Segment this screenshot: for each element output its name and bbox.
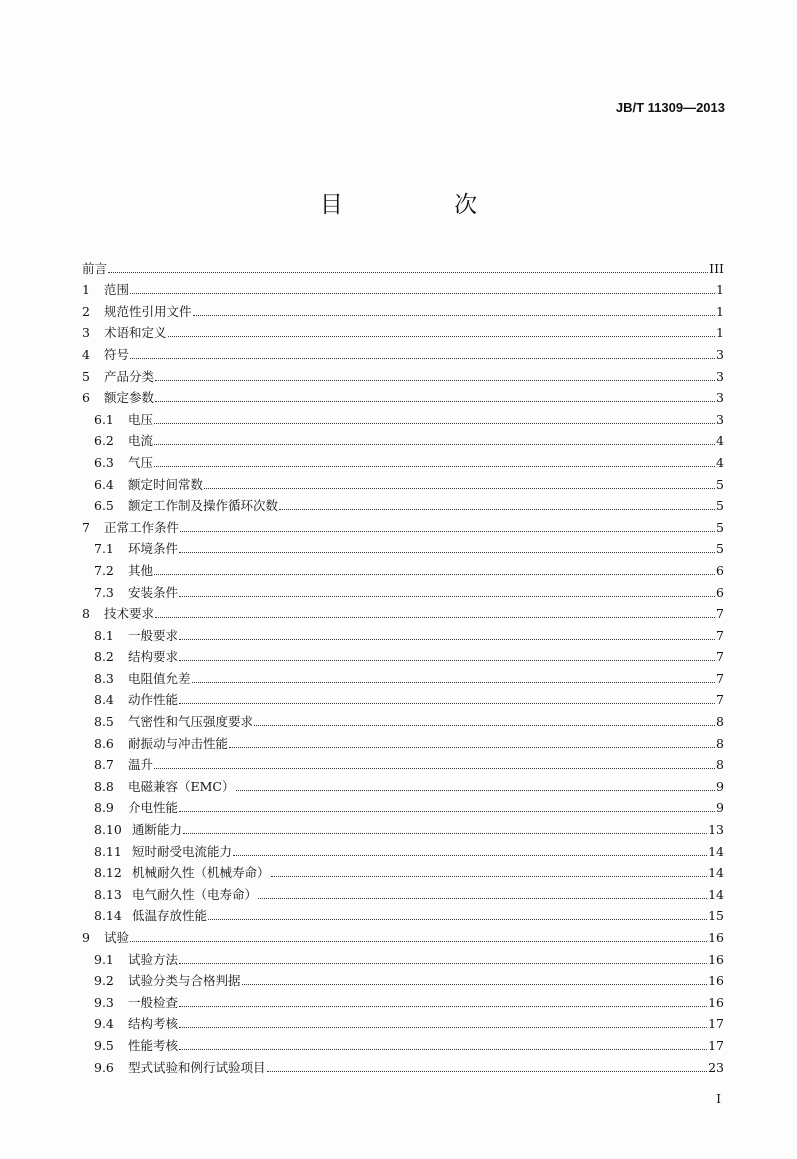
toc-leader-dots: [233, 854, 707, 856]
toc-entry-number: 7: [82, 519, 90, 535]
toc-leader-dots: [108, 271, 708, 273]
toc-entry-page: 1: [716, 325, 724, 341]
toc-entry-number: 6.3: [94, 454, 114, 470]
toc-entry-label: 试验: [104, 930, 130, 945]
toc-entry-page: 3: [716, 411, 724, 427]
toc-entry[interactable]: [82, 427, 724, 449]
toc-entry-label: 一般检查: [128, 994, 179, 1010]
page-title: 目 次: [319, 192, 530, 218]
toc-entry-page: 3: [716, 390, 724, 406]
toc-entry-number: 9.3: [94, 994, 114, 1010]
toc-entry-page: 7: [716, 692, 724, 708]
toc-entry-number: 5: [82, 368, 90, 384]
toc-entry[interactable]: [82, 556, 724, 578]
toc-leader-dots: [208, 918, 707, 920]
toc-entry-page: 14: [708, 865, 724, 881]
toc-entry[interactable]: [82, 707, 724, 729]
toc-leader-dots: [279, 508, 715, 510]
toc-entry[interactable]: [82, 794, 724, 816]
toc-entry-label: 低温存放性能: [132, 908, 208, 924]
toc-entry-label: 通断能力: [132, 822, 183, 838]
toc-entry[interactable]: [82, 276, 724, 298]
toc-entry-label: 性能考核: [128, 1037, 179, 1053]
toc-leader-dots: [254, 724, 715, 726]
toc-leader-dots: [179, 638, 715, 640]
toc-entry-label: 机械耐久性（机械寿命）: [132, 865, 270, 881]
toc-entry-number: 1: [82, 282, 90, 298]
toc-entry-page: 3: [716, 368, 724, 384]
toc-entry-number: 8.2: [94, 649, 114, 665]
toc-entry-number: 6.5: [94, 498, 114, 514]
toc-entry-label: 正常工作条件: [104, 519, 180, 535]
toc-entry-page: 8: [716, 735, 724, 751]
toc-entry-number: 8.8: [94, 778, 114, 794]
toc-entry-page: 6: [716, 562, 724, 578]
toc-entry-label: 温升: [128, 757, 154, 773]
toc-entry-number: 6.2: [94, 433, 114, 449]
toc-entry-number: 9.4: [94, 1016, 114, 1032]
toc-leader-dots: [204, 487, 715, 489]
toc-entry-page: 23: [708, 1059, 724, 1075]
toc-leader-dots: [192, 681, 715, 683]
toc-leader-dots: [179, 1048, 707, 1050]
toc-leader-dots: [236, 789, 716, 791]
toc-entry-page: 6: [716, 584, 724, 600]
toc-entry-number: 6.4: [94, 476, 114, 492]
toc-entry-label: 额定工作制及操作循环次数: [128, 498, 279, 514]
toc-entry[interactable]: [82, 448, 724, 470]
toc-entry-page: 7: [716, 627, 724, 643]
toc-leader-dots: [267, 1070, 708, 1072]
toc-leader-dots: [179, 810, 715, 812]
toc-entry-page: 7: [716, 606, 724, 622]
toc-entry-number: 8: [82, 606, 90, 622]
toc-entry-label: 术语和定义: [104, 325, 167, 341]
toc-leader-dots: [155, 616, 715, 618]
toc-entry-number: 8.6: [94, 735, 114, 751]
toc-entry-number: 8.9: [94, 800, 114, 816]
toc-entry[interactable]: [82, 340, 724, 362]
standard-number: JB/T 11309—2013: [615, 100, 725, 115]
toc-entry[interactable]: [82, 751, 724, 773]
toc-entry-number: 7.1: [94, 541, 114, 557]
toc-entry-label: 动作性能: [128, 692, 179, 708]
toc-entry[interactable]: [82, 643, 724, 665]
toc-entry[interactable]: [82, 923, 724, 945]
toc-entry-label: 符号: [104, 346, 130, 362]
toc-entry[interactable]: [82, 772, 724, 794]
toc-entry-label: 一般要求: [128, 627, 179, 643]
toc-entry[interactable]: [82, 988, 724, 1010]
toc-leader-dots: [179, 962, 707, 964]
toc-leader-dots: [155, 400, 715, 402]
toc-entry[interactable]: [82, 470, 724, 492]
toc-entry-number: 8.7: [94, 757, 114, 773]
toc-entry[interactable]: [82, 578, 724, 600]
toc-entry-page: 15: [708, 908, 724, 924]
toc-entry-number: 8.12: [94, 865, 122, 881]
toc-leader-dots: [179, 659, 715, 661]
toc-entry-number: 3: [82, 325, 90, 341]
toc-entry-number: 9.1: [94, 951, 114, 967]
toc-entry-page: 4: [716, 454, 724, 470]
toc-entry-page: 5: [716, 498, 724, 514]
toc-entry-page: 14: [708, 886, 724, 902]
toc-entry-number: 9.5: [94, 1037, 114, 1053]
toc-entry-page: 16: [708, 930, 724, 945]
toc-leader-dots: [130, 292, 715, 294]
toc-leader-dots: [179, 595, 715, 597]
toc-entry[interactable]: [82, 319, 724, 341]
toc-entry-page: 3: [716, 346, 724, 362]
toc-entry-label: 额定参数: [104, 390, 155, 406]
toc-leader-dots: [183, 832, 707, 834]
toc-entry-page: 17: [708, 1037, 724, 1053]
toc-entry-label: 结构要求: [128, 649, 179, 665]
toc-entry-number: 8.3: [94, 670, 114, 686]
toc-entry-page: 14: [708, 843, 724, 859]
toc-entry-label: 气压: [128, 454, 154, 470]
table-of-contents: [82, 254, 724, 1075]
toc-entry[interactable]: [82, 513, 724, 535]
toc-entry-number: 8.1: [94, 627, 114, 643]
toc-entry[interactable]: [82, 837, 724, 859]
toc-entry-number: 8.13: [94, 886, 122, 902]
toc-entry-label: 电流: [128, 433, 154, 449]
page-number: I: [716, 1092, 721, 1106]
toc-entry[interactable]: [82, 405, 724, 427]
toc-entry-page: 7: [716, 649, 724, 665]
toc-entry[interactable]: [82, 1010, 724, 1032]
toc-entry-page: 9: [716, 800, 724, 816]
toc-entry-label: 产品分类: [104, 368, 155, 384]
toc-leader-dots: [271, 875, 708, 877]
toc-entry[interactable]: [82, 967, 724, 989]
toc-entry-label: 气密性和气压强度要求: [128, 714, 254, 730]
toc-entry-page: 16: [708, 973, 724, 989]
toc-entry-number: 8.14: [94, 908, 122, 924]
toc-entry-label: 介电性能: [128, 800, 179, 816]
toc-entry-label: 安装条件: [128, 584, 179, 600]
toc-entry-label: 型式试验和例行试验项目: [128, 1059, 266, 1075]
toc-entry-number: 9.2: [94, 973, 114, 989]
toc-entry[interactable]: [82, 297, 724, 319]
toc-entry-label: 短时耐受电流能力: [132, 843, 233, 859]
toc-entry[interactable]: [82, 880, 724, 902]
toc-entry-number: 8.11: [94, 843, 122, 859]
toc-entry[interactable]: [82, 362, 724, 384]
toc-leader-dots: [130, 357, 715, 359]
toc-entry[interactable]: [82, 664, 724, 686]
toc-leader-dots: [179, 551, 715, 553]
toc-leader-dots: [179, 1005, 707, 1007]
toc-entry-number: 4: [82, 346, 90, 362]
toc-entry[interactable]: [82, 384, 724, 406]
toc-entry-page: 9: [716, 778, 724, 794]
toc-leader-dots: [154, 767, 715, 769]
toc-leader-dots: [154, 443, 715, 445]
toc-entry-number: 8.4: [94, 692, 114, 708]
toc-entry[interactable]: [82, 621, 724, 643]
toc-entry-label: 试验方法: [128, 951, 179, 967]
toc-entry-page: 16: [708, 994, 724, 1010]
toc-entry-number: 8.10: [94, 822, 122, 838]
toc-entry-label: 环境条件: [128, 541, 179, 557]
toc-entry-label: 电磁兼容（EMC）: [128, 778, 235, 794]
toc-entry-page: 5: [716, 476, 724, 492]
toc-leader-dots: [154, 422, 715, 424]
toc-entry-page: 8: [716, 714, 724, 730]
toc-entry[interactable]: [82, 945, 724, 967]
toc-leader-dots: [229, 746, 715, 748]
toc-leader-dots: [179, 702, 715, 704]
toc-entry-page: 1: [716, 282, 724, 298]
toc-entry-number: 6: [82, 390, 90, 406]
toc-entry-label: 其他: [128, 562, 154, 578]
toc-entry-label: 电阻值允差: [128, 670, 191, 686]
toc-leader-dots: [154, 465, 715, 467]
toc-entry-page: 1: [716, 303, 724, 319]
toc-leader-dots: [193, 314, 715, 316]
toc-entry-page: 5: [716, 519, 724, 535]
toc-entry-page: 8: [716, 757, 724, 773]
toc-entry-page: 5: [716, 541, 724, 557]
toc-entry-label: 电压: [128, 411, 154, 427]
toc-leader-dots: [180, 530, 715, 532]
toc-entry-number: 7.2: [94, 562, 114, 578]
toc-entry[interactable]: [82, 902, 724, 924]
toc-entry[interactable]: [82, 535, 724, 557]
toc-entry-label: 结构考核: [128, 1016, 179, 1032]
toc-entry-label: 前言: [82, 260, 108, 276]
toc-entry-page: 4: [716, 433, 724, 449]
toc-entry[interactable]: [82, 492, 724, 514]
toc-leader-dots: [258, 897, 707, 899]
toc-entry-label: 范围: [104, 282, 130, 298]
toc-entry[interactable]: [82, 729, 724, 751]
toc-entry-page: 7: [716, 670, 724, 686]
toc-entry[interactable]: [82, 859, 724, 881]
toc-entry-number: 9.6: [94, 1059, 114, 1075]
toc-leader-dots: [155, 379, 715, 381]
toc-leader-dots: [168, 335, 715, 337]
toc-leader-dots: [130, 940, 707, 942]
toc-entry-page: 17: [708, 1016, 724, 1032]
toc-leader-dots: [154, 573, 715, 575]
toc-entry[interactable]: [82, 254, 724, 276]
toc-entry-label: 额定时间常数: [128, 476, 204, 492]
toc-entry-page: III: [709, 260, 724, 276]
toc-entry-number: 6.1: [94, 411, 114, 427]
toc-entry-label: 规范性引用文件: [104, 303, 192, 319]
toc-entry[interactable]: [82, 686, 724, 708]
toc-entry-number: 8.5: [94, 714, 114, 730]
toc-entry-label: 技术要求: [104, 606, 155, 622]
toc-entry-label: 试验分类与合格判据: [128, 973, 241, 989]
toc-entry-number: 2: [82, 303, 90, 319]
toc-entry[interactable]: [82, 1053, 724, 1075]
toc-entry-label: 耐振动与冲击性能: [128, 735, 229, 751]
toc-leader-dots: [242, 983, 708, 985]
toc-entry-page: 13: [708, 822, 724, 838]
toc-entry-number: 9: [82, 930, 90, 945]
toc-entry-page: 16: [708, 951, 724, 967]
toc-entry[interactable]: [82, 1031, 724, 1053]
toc-entry[interactable]: [82, 815, 724, 837]
toc-leader-dots: [179, 1026, 707, 1028]
toc-entry[interactable]: [82, 600, 724, 622]
toc-entry-number: 7.3: [94, 584, 114, 600]
toc-entry-label: 电气耐久性（电寿命）: [132, 886, 258, 902]
